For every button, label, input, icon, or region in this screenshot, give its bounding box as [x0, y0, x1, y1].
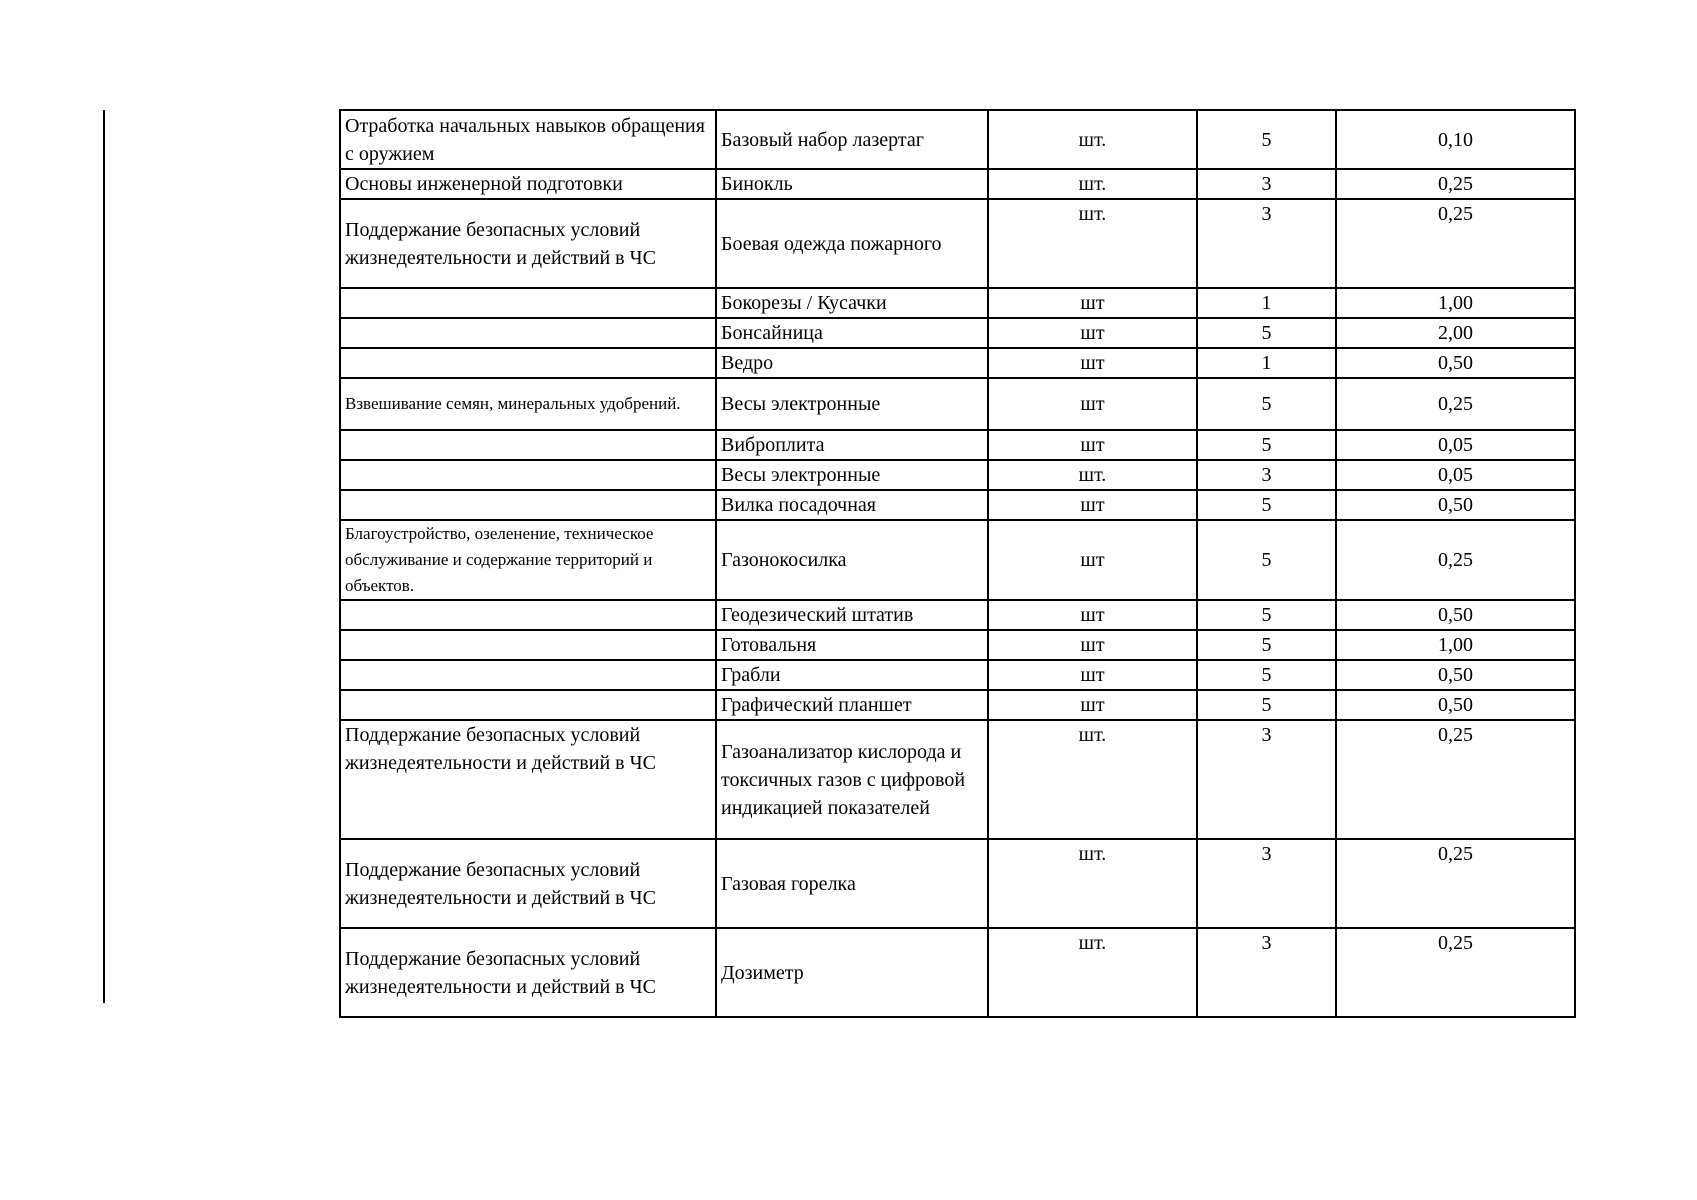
unit-cell: шт.	[988, 169, 1197, 199]
activity-cell: Взвешивание семян, минеральных удобрений.	[340, 378, 716, 430]
table-row	[340, 318, 1575, 348]
page-margin-line	[103, 110, 105, 1003]
quantity-cell: 5	[1197, 630, 1336, 660]
item-cell: Дозиметр	[716, 928, 988, 1017]
activity-cell: Поддержание безопасных условий жизнедеятельности и действий в ЧС	[340, 928, 716, 1017]
activity-cell	[340, 348, 716, 378]
activity-cell	[340, 660, 716, 690]
rate-cell: 1,00	[1336, 630, 1575, 660]
rate-cell: 0,50	[1336, 348, 1575, 378]
item-cell: Грабли	[716, 660, 988, 690]
unit-cell: шт	[988, 630, 1197, 660]
unit-cell: шт	[988, 430, 1197, 460]
activity-cell: Благоустройство, озеленение, техническое обслуживание и содержание территорий и объектов.	[340, 520, 716, 600]
item-cell: Виброплита	[716, 430, 988, 460]
table-row	[340, 520, 1575, 600]
item-cell: Весы электронные	[716, 460, 988, 490]
table-row	[340, 348, 1575, 378]
rate-cell: 0,50	[1336, 660, 1575, 690]
unit-cell: шт	[988, 318, 1197, 348]
unit-cell: шт.	[988, 110, 1197, 169]
unit-cell: шт	[988, 490, 1197, 520]
activity-cell	[340, 318, 716, 348]
unit-cell: шт.	[988, 839, 1197, 928]
table-row	[340, 110, 1575, 169]
quantity-cell: 3	[1197, 169, 1336, 199]
rate-cell: 0,25	[1336, 720, 1575, 839]
activity-cell	[340, 600, 716, 630]
table-row	[340, 690, 1575, 720]
rate-cell: 0,10	[1336, 110, 1575, 169]
table-row	[340, 199, 1575, 288]
quantity-cell: 3	[1197, 199, 1336, 288]
activity-cell	[340, 288, 716, 318]
item-cell: Газоанализатор кислорода и токсичных газов с цифровой индикацией показателей	[716, 720, 988, 839]
quantity-cell: 1	[1197, 348, 1336, 378]
quantity-cell: 5	[1197, 600, 1336, 630]
quantity-cell: 3	[1197, 839, 1336, 928]
rate-cell: 0,25	[1336, 839, 1575, 928]
quantity-cell: 5	[1197, 110, 1336, 169]
item-cell: Боевая одежда пожарного	[716, 199, 988, 288]
unit-cell: шт.	[988, 460, 1197, 490]
unit-cell: шт.	[988, 720, 1197, 839]
table-row	[340, 600, 1575, 630]
table-row	[340, 720, 1575, 839]
unit-cell: шт	[988, 600, 1197, 630]
rate-cell: 0,25	[1336, 169, 1575, 199]
unit-cell: шт	[988, 288, 1197, 318]
table-row	[340, 430, 1575, 460]
unit-cell: шт	[988, 348, 1197, 378]
quantity-cell: 5	[1197, 378, 1336, 430]
table-row	[340, 928, 1575, 1017]
activity-cell	[340, 460, 716, 490]
unit-cell: шт.	[988, 928, 1197, 1017]
table-row	[340, 490, 1575, 520]
item-cell: Геодезический штатив	[716, 600, 988, 630]
item-cell: Весы электронные	[716, 378, 988, 430]
item-cell: Ведро	[716, 348, 988, 378]
item-cell: Бокорезы / Кусачки	[716, 288, 988, 318]
table-row	[340, 169, 1575, 199]
activity-cell: Поддержание безопасных условий жизнедеятельности и действий в ЧС	[340, 839, 716, 928]
rate-cell: 1,00	[1336, 288, 1575, 318]
rate-cell: 0,25	[1336, 199, 1575, 288]
quantity-cell: 5	[1197, 690, 1336, 720]
table-row	[340, 460, 1575, 490]
quantity-cell: 5	[1197, 490, 1336, 520]
item-cell: Графический планшет	[716, 690, 988, 720]
unit-cell: шт.	[988, 199, 1197, 288]
item-cell: Вилка посадочная	[716, 490, 988, 520]
item-cell: Готовальня	[716, 630, 988, 660]
quantity-cell: 5	[1197, 430, 1336, 460]
rate-cell: 0,05	[1336, 430, 1575, 460]
table-row	[340, 378, 1575, 430]
rate-cell: 0,50	[1336, 600, 1575, 630]
unit-cell: шт	[988, 520, 1197, 600]
activity-cell: Основы инженерной подготовки	[340, 169, 716, 199]
item-cell: Газовая горелка	[716, 839, 988, 928]
rate-cell: 0,25	[1336, 928, 1575, 1017]
unit-cell: шт	[988, 690, 1197, 720]
activity-cell	[340, 430, 716, 460]
item-cell: Базовый набор лазертаг	[716, 110, 988, 169]
activity-cell: Поддержание безопасных условий жизнедеятельности и действий в ЧС	[340, 199, 716, 288]
quantity-cell: 3	[1197, 928, 1336, 1017]
activity-cell	[340, 630, 716, 660]
rate-cell: 0,50	[1336, 690, 1575, 720]
quantity-cell: 5	[1197, 318, 1336, 348]
quantity-cell: 1	[1197, 288, 1336, 318]
rate-cell: 2,00	[1336, 318, 1575, 348]
item-cell: Бонсайница	[716, 318, 988, 348]
activity-cell: Отработка начальных навыков обращения с оружием	[340, 110, 716, 169]
table-row	[340, 630, 1575, 660]
item-cell: Бинокль	[716, 169, 988, 199]
rate-cell: 0,05	[1336, 460, 1575, 490]
quantity-cell: 3	[1197, 720, 1336, 839]
quantity-cell: 5	[1197, 520, 1336, 600]
table-row	[340, 660, 1575, 690]
equipment-table	[339, 109, 1576, 1018]
rate-cell: 0,25	[1336, 378, 1575, 430]
activity-cell	[340, 690, 716, 720]
quantity-cell: 3	[1197, 460, 1336, 490]
quantity-cell: 5	[1197, 660, 1336, 690]
unit-cell: шт	[988, 660, 1197, 690]
rate-cell: 0,25	[1336, 520, 1575, 600]
unit-cell: шт	[988, 378, 1197, 430]
activity-cell	[340, 490, 716, 520]
item-cell: Газонокосилка	[716, 520, 988, 600]
activity-cell: Поддержание безопасных условий жизнедеятельности и действий в ЧС	[340, 720, 716, 839]
table-row	[340, 288, 1575, 318]
rate-cell: 0,50	[1336, 490, 1575, 520]
table-row	[340, 839, 1575, 928]
